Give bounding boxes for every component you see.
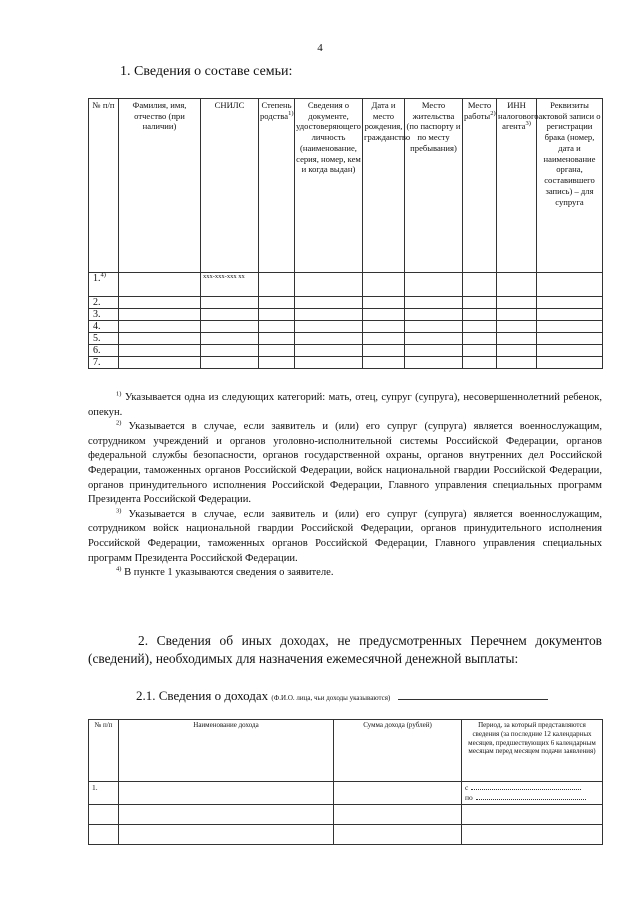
table-row: 5.: [89, 333, 603, 345]
table-row: 7.: [89, 357, 603, 369]
col-document: Сведения о документе, удостоверяющего личность (наименование, серия, номер, кем и когда выдан): [295, 99, 363, 273]
col-fio: Фамилия, имя, отчество (при наличии): [119, 99, 201, 273]
section21-title: 2.1. Сведения о доходах (Ф.И.О. лица, чьи доходы указываются): [136, 688, 548, 704]
col-birth: Дата и место рождения, гражданство: [363, 99, 405, 273]
fio-hint: (Ф.И.О. лица, чьи доходы указываются): [271, 694, 391, 702]
footnote: $^{4)}$ В пункте 1 указываются сведения о заявителе.: [116, 565, 334, 579]
col-snils: СНИЛС: [201, 99, 259, 273]
family-table: [88, 98, 603, 369]
footnotes: [88, 391, 602, 581]
footnote: $^{2)}$ Указывается в случае, если заявитель и (или) его супруг (супруга) является военнослужащим, сотрудником учреждений и органов уголовно-исполнительной системы Российской Федерации, органов федеральной службы безопасности, органов государственной охраны, органов внутренних дел Российской Федерации, таможенных органов Российской Федерации, войск национальной гвардии Российской Федерации, органов принудительного исполнения Российской Федерации, Главного управления специальных программ Президента Российской Федерации.: [88, 419, 602, 506]
footnote: $^{1)}$ Указывается одна из следующих категорий: мать, отец, супруг (супруга), несовершеннолетний ребенок, опекун.: [88, 390, 602, 418]
table-row: 2.: [89, 297, 603, 309]
table-row: 3.: [89, 309, 603, 321]
col-inn: ИНН налогового агента$^{3)}$: [497, 99, 537, 273]
period-cell[interactable]: с по: [462, 782, 603, 805]
footnote: $^{3)}$ Указывается в случае, если заявитель и (или) его супруг (супруга) является военнослужащим, сотрудником войск национальной гвардии Российской Федерации, органов принудительного исполнения Российской Федерации, таможенных органов Российской Федерации, Главного управления специальных программ Президента Российской Федерации.: [88, 507, 602, 564]
fio-input-line[interactable]: [398, 690, 548, 700]
table-row: 6.: [89, 345, 603, 357]
snils-mask[interactable]: xxx-xxx-xxx xx: [201, 273, 259, 297]
col-relation: Степень родства$^{1)}$: [259, 99, 295, 273]
col-period: Период, за который представляются сведения (за последние 12 календарных месяцев, предшествующих 6 календарным месяцам перед месяцем подачи заявления): [462, 720, 603, 782]
table-row: [89, 804, 603, 824]
income-table-header: [89, 720, 603, 782]
section2-title: 2. Сведения об иных доходах, не предусмотренных Перечнем документов (сведений), необходимых для назначения ежемесячной денежной выплаты:: [88, 633, 602, 666]
section1-title: 1. Сведения о составе семьи:: [120, 64, 293, 79]
table-row: 1. с по: [89, 782, 603, 805]
col-residence: Место жительства (по паспорту и по месту пребывания): [405, 99, 463, 273]
income-table: [88, 719, 603, 845]
col-income-sum: Сумма дохода (рублей): [334, 720, 462, 782]
col-marriage: Реквизиты актовой записи о регистрации брака (номер, дата и наименование органа, составившего запись) – для супруга: [537, 99, 603, 273]
page-number: 4: [317, 42, 323, 54]
family-table-header: [89, 99, 603, 273]
table-row: [89, 824, 603, 844]
col-num: № п/п: [89, 720, 119, 782]
col-num: № п/п: [89, 99, 119, 273]
table-row: 4.: [89, 321, 603, 333]
col-work: Место работы$^{2)}$: [463, 99, 497, 273]
col-income-name: Наименование дохода: [119, 720, 334, 782]
table-row: 1.$^{4)}$ xxx-xxx-xxx xx: [89, 273, 603, 297]
